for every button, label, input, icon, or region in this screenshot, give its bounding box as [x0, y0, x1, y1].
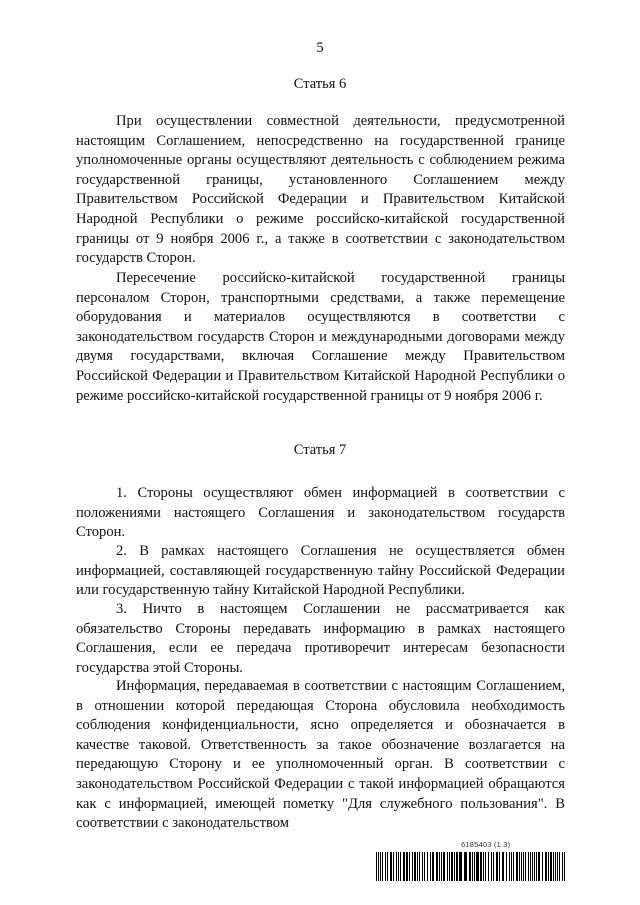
- article-6-paragraph-1: При осуществлении совместной деятельности, предусмотренной настоящим Соглашением, непосредственно на государственной границе уполномоченные органы осуществляют деятельность с соблюдением режима государственной границы, установленного Соглашением между Правительством Российской Федерации и Правительством Китайской Народной Республики о режиме российско-китайской государственной границы от 9 ноября 2006 г., а также в соответствии с законодательством государств Сторон.: [76, 113, 565, 267]
- barcode-number: 6185403 (1.3): [461, 840, 511, 849]
- article-7-paragraph-1: 1. Стороны осуществляют обмен информацией в соответствии с положениями настоящего Соглашения и законодательством государств Сторон.: [76, 485, 565, 541]
- article-6-heading: Статья 6: [293, 76, 347, 92]
- article-7-paragraph-2: 2. В рамках настоящего Соглашения не осуществляется обмен информацией, составляющей государственную тайну Российской Федерации или государственную тайну Китайской Народной Республики.: [76, 543, 565, 599]
- article-7-heading: Статья 7: [293, 442, 347, 458]
- article-7-paragraph-3: 3. Ничто в настоящем Соглашении не рассматривается как обязательство Стороны передавать информацию в рамках настоящего Соглашения, если ее передача противоречит интересам безопасности государства этой Стороны.: [76, 601, 565, 676]
- barcode-image: [376, 852, 566, 881]
- article-6-paragraph-2: Пересечение российско-китайской государственной границы персоналом Сторон, транспортными средствами, а также перемещение оборудования и материалов осуществляются в соответстви с законодательством государств Сторон и международными договорами между двумя государствами, включая Соглашение между Правительством Российской Федерации и Правительством Китайской Народной Республики о режиме российско-китайской государственной границы от 9 ноября 2006 г.: [76, 270, 565, 404]
- page-number: 5: [316, 40, 324, 56]
- article-7-paragraph-4: Информация, передаваемая в соответствии с настоящим Соглашением, в отношении которой передающая Сторона обусловила необходимость соблюдения конфиденциальности, ясно определяется и обозначается в качестве таковой. Ответственность за такое обозначение возлагается на передающую Сторону и ее уполномоченный орган. В соответствии с законодательством Российской Федерации с такой информацией обращаются как с информацией, имеющей пометку "Для служебного пользования". В соответствии с законодательством: [76, 678, 565, 832]
